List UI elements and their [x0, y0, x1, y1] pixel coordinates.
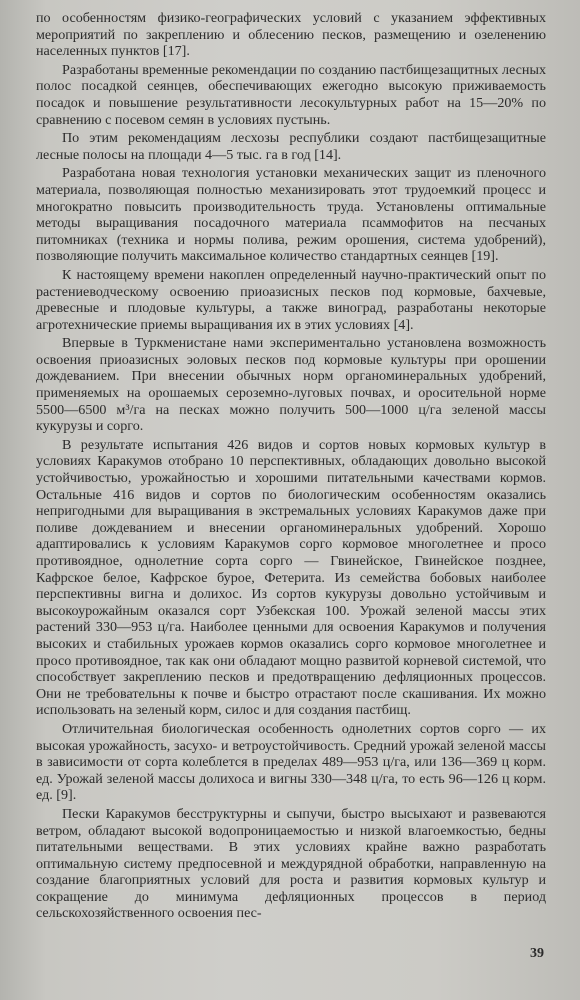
paragraph-5: К настоящему времени накоплен определенный научно-практический опыт по растениеводческому освоению приоазисных песков под кормовые, бахчевые, древесные и плодовые культуры, а также виноград, разработаны некоторые агротехнические приемы выращивания их в этих условиях [4].	[36, 266, 546, 333]
paragraph-8: Отличительная биологическая особенность однолетних сортов сорго — их высокая урожайность, засухо- и ветроустойчивость. Средний урожай зеленой массы в зависимости от сорта колеблется в пределах 489—953 ц/га, или 136—369 ц корм. ед. Урожай зеленой массы долихоса и вигны 330—348 ц/га, то есть 96—126 ц корм. ед. [9].	[36, 720, 546, 804]
paragraph-4: Разработана новая технология установки механических защит из пленочного материала, позволяющая полностью механизировать этот трудоемкий процесс и многократно повысить производительность труда. Установлены оптимальные методы выращивания посадочного материала псаммофитов на песчаных питомниках (техника и нормы полива, режим орошения, система удобрений), позволяющие получить максимальное количество стандартных сеянцев [19].	[36, 165, 546, 265]
page-number: 39	[530, 946, 544, 961]
paragraph-9: Пески Каракумов бесструктурны и сыпучи, быстро высыхают и развеваются ветром, обладают высокой водопроницаемостью и низкой влагоемкостью, бедны питательными веществами. В этих условиях крайне важно разработать оптимальную систему предпосевной и междурядной обработки, направленную на создание благоприятных условий для роста и развития кормовых культур и сокращение до минимума дефляционных процессов в период сельскохозяйственного освоения пес-	[36, 805, 546, 922]
paragraph-2: Разработаны временные рекомендации по созданию пастбищезащитных лесных полос посадкой сеянцев, обеспечивающих ежегодно высокую приживаемость посадок и повышение результативности лесокультурных работ на 15—20% по сравнению с посевом семян в условиях пустынь.	[36, 61, 546, 128]
paragraph-7: В результате испытания 426 видов и сортов новых кормовых культур в условиях Каракумов отобрано 10 перспективных, обладающих довольно высокой устойчивостью, урожайностью и хорошими питательными качествами кормов. Остальные 416 видов и сортов по биологическим особенностям оказались непригодными для выращивания в экстремальных условиях Каракумов даже при поливе дождеванием и внесении органоминеральных удобрений. Хорошо адаптировались к условиям Каракумов сорго кормовое многолетнее и просо противоядное, однолетние сорта сорго — Гвинейское, Гвинейское позднее, Кафрское белое, Кафрское бурое, Фетерита. Из семейства бобовых наиболее перспективны вигна и долихос. Из сортов кукурузы довольно устойчивым и высокоурожайным оказался сорт Узбекская 100. Урожай зеленой массы этих растений 330—953 ц/га. Наиболее ценными для освоения Каракумов и получения высоких и стабильных урожаев кормов оказались сорго кормовое многолетнее и просо противоядное, так как они обладают мощно развитой корневой системой, что способствует закреплению песков и предотвращению дефляционных процессов. Они не требовательны к почве и быстро отрастают после скашивания. Их можно использовать на зеленый корм, силос и для создания пастбищ.	[36, 436, 546, 719]
paragraph-3: По этим рекомендациям лесхозы республики создают пастбищезащитные лесные полосы на площади 4—5 тыс. га в год [14].	[36, 130, 546, 163]
paragraph-6: Впервые в Туркменистане нами экспериментально установлена возможность освоения приоазисных эоловых песков под кормовые культуры при орошении дождеванием. При внесении обычных норм органоминеральных удобрений, применяемых на орошаемых сероземно-луговых почвах, и оросительной норме 5500—6500 м³/га на песках можно получить 500—1000 ц/га зеленой массы кукурузы и сорго.	[36, 335, 546, 435]
paragraph-1: по особенностям физико-географических условий с указанием эффективных мероприятий по закреплению и облесению песков, размещению и озеленению населенных пунктов [17].	[36, 10, 546, 60]
